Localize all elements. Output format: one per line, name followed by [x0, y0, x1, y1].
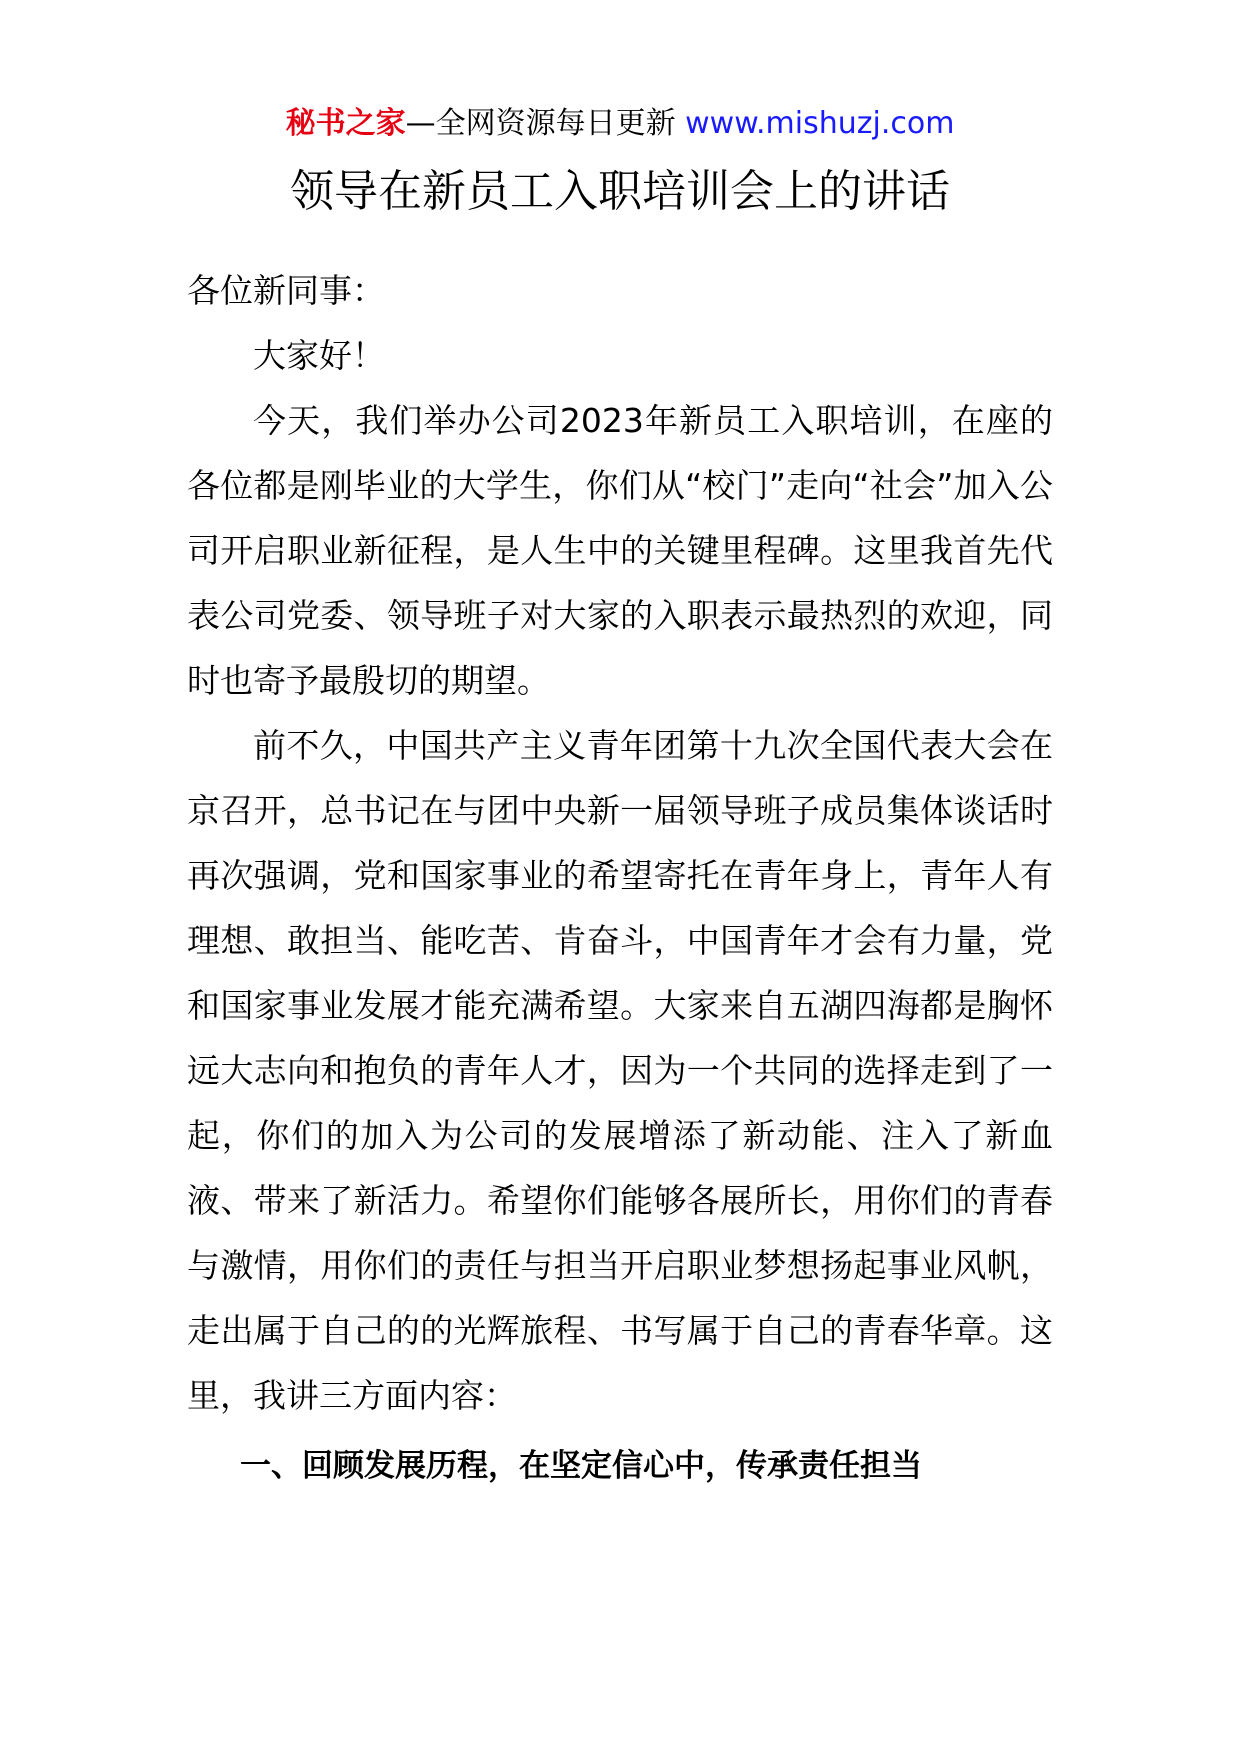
greeting: 大家好！ [253, 336, 385, 375]
body-paragraph-1: 今天，我们举办公司2023年新员工入职培训，在座的各位都是刚毕业的大学生，你们从“校门”走向“社会”加入公司开启职业新征程，是人生中的关键里程碑。这里我首先代表公司党委、领导班子对大家的入职表示最热烈的欢迎，同时也寄予最殷切的期望。 [187, 401, 1053, 700]
body-paragraph-2: 前不久，中国共产主义青年团第十九次全国代表大会在京召开，总书记在与团中央新一届领导班子成员集体谈话时再次强调，党和国家事业的希望寄托在青年身上，青年人有理想、敢担当、能吃苦、肯奋斗，中国青年才会有力量，党和国家事业发展才能充满希望。大家来自五湖四海都是胸怀远大志向和抱负的青年人才，因为一个共同的选择走到了一起，你们的加入为公司的发展增添了新动能、注入了新血液、带来了新活力。希望你们能够各展所长，用你们的青春与激情，用你们的责任与担当开启职业梦想扬起事业风帆，走出属于自己的的光辉旅程、书写属于自己的青春华章。这里，我讲三方面内容： [187, 726, 1053, 1415]
document-title: 领导在新员工入职培训会上的讲话 [290, 166, 950, 217]
salutation: 各位新同事： [187, 271, 385, 310]
brand-name: 秘书之家 [285, 106, 406, 141]
site-banner [0, 104, 1240, 144]
document-body [187, 258, 1053, 1428]
banner-slogan: —全网资源每日更新 [405, 106, 676, 141]
section-heading-1: 一、回顾发展历程，在坚定信心中，传承责任担当 [240, 1448, 922, 1484]
site-url-link[interactable]: www.mishuzj.com [685, 106, 955, 141]
